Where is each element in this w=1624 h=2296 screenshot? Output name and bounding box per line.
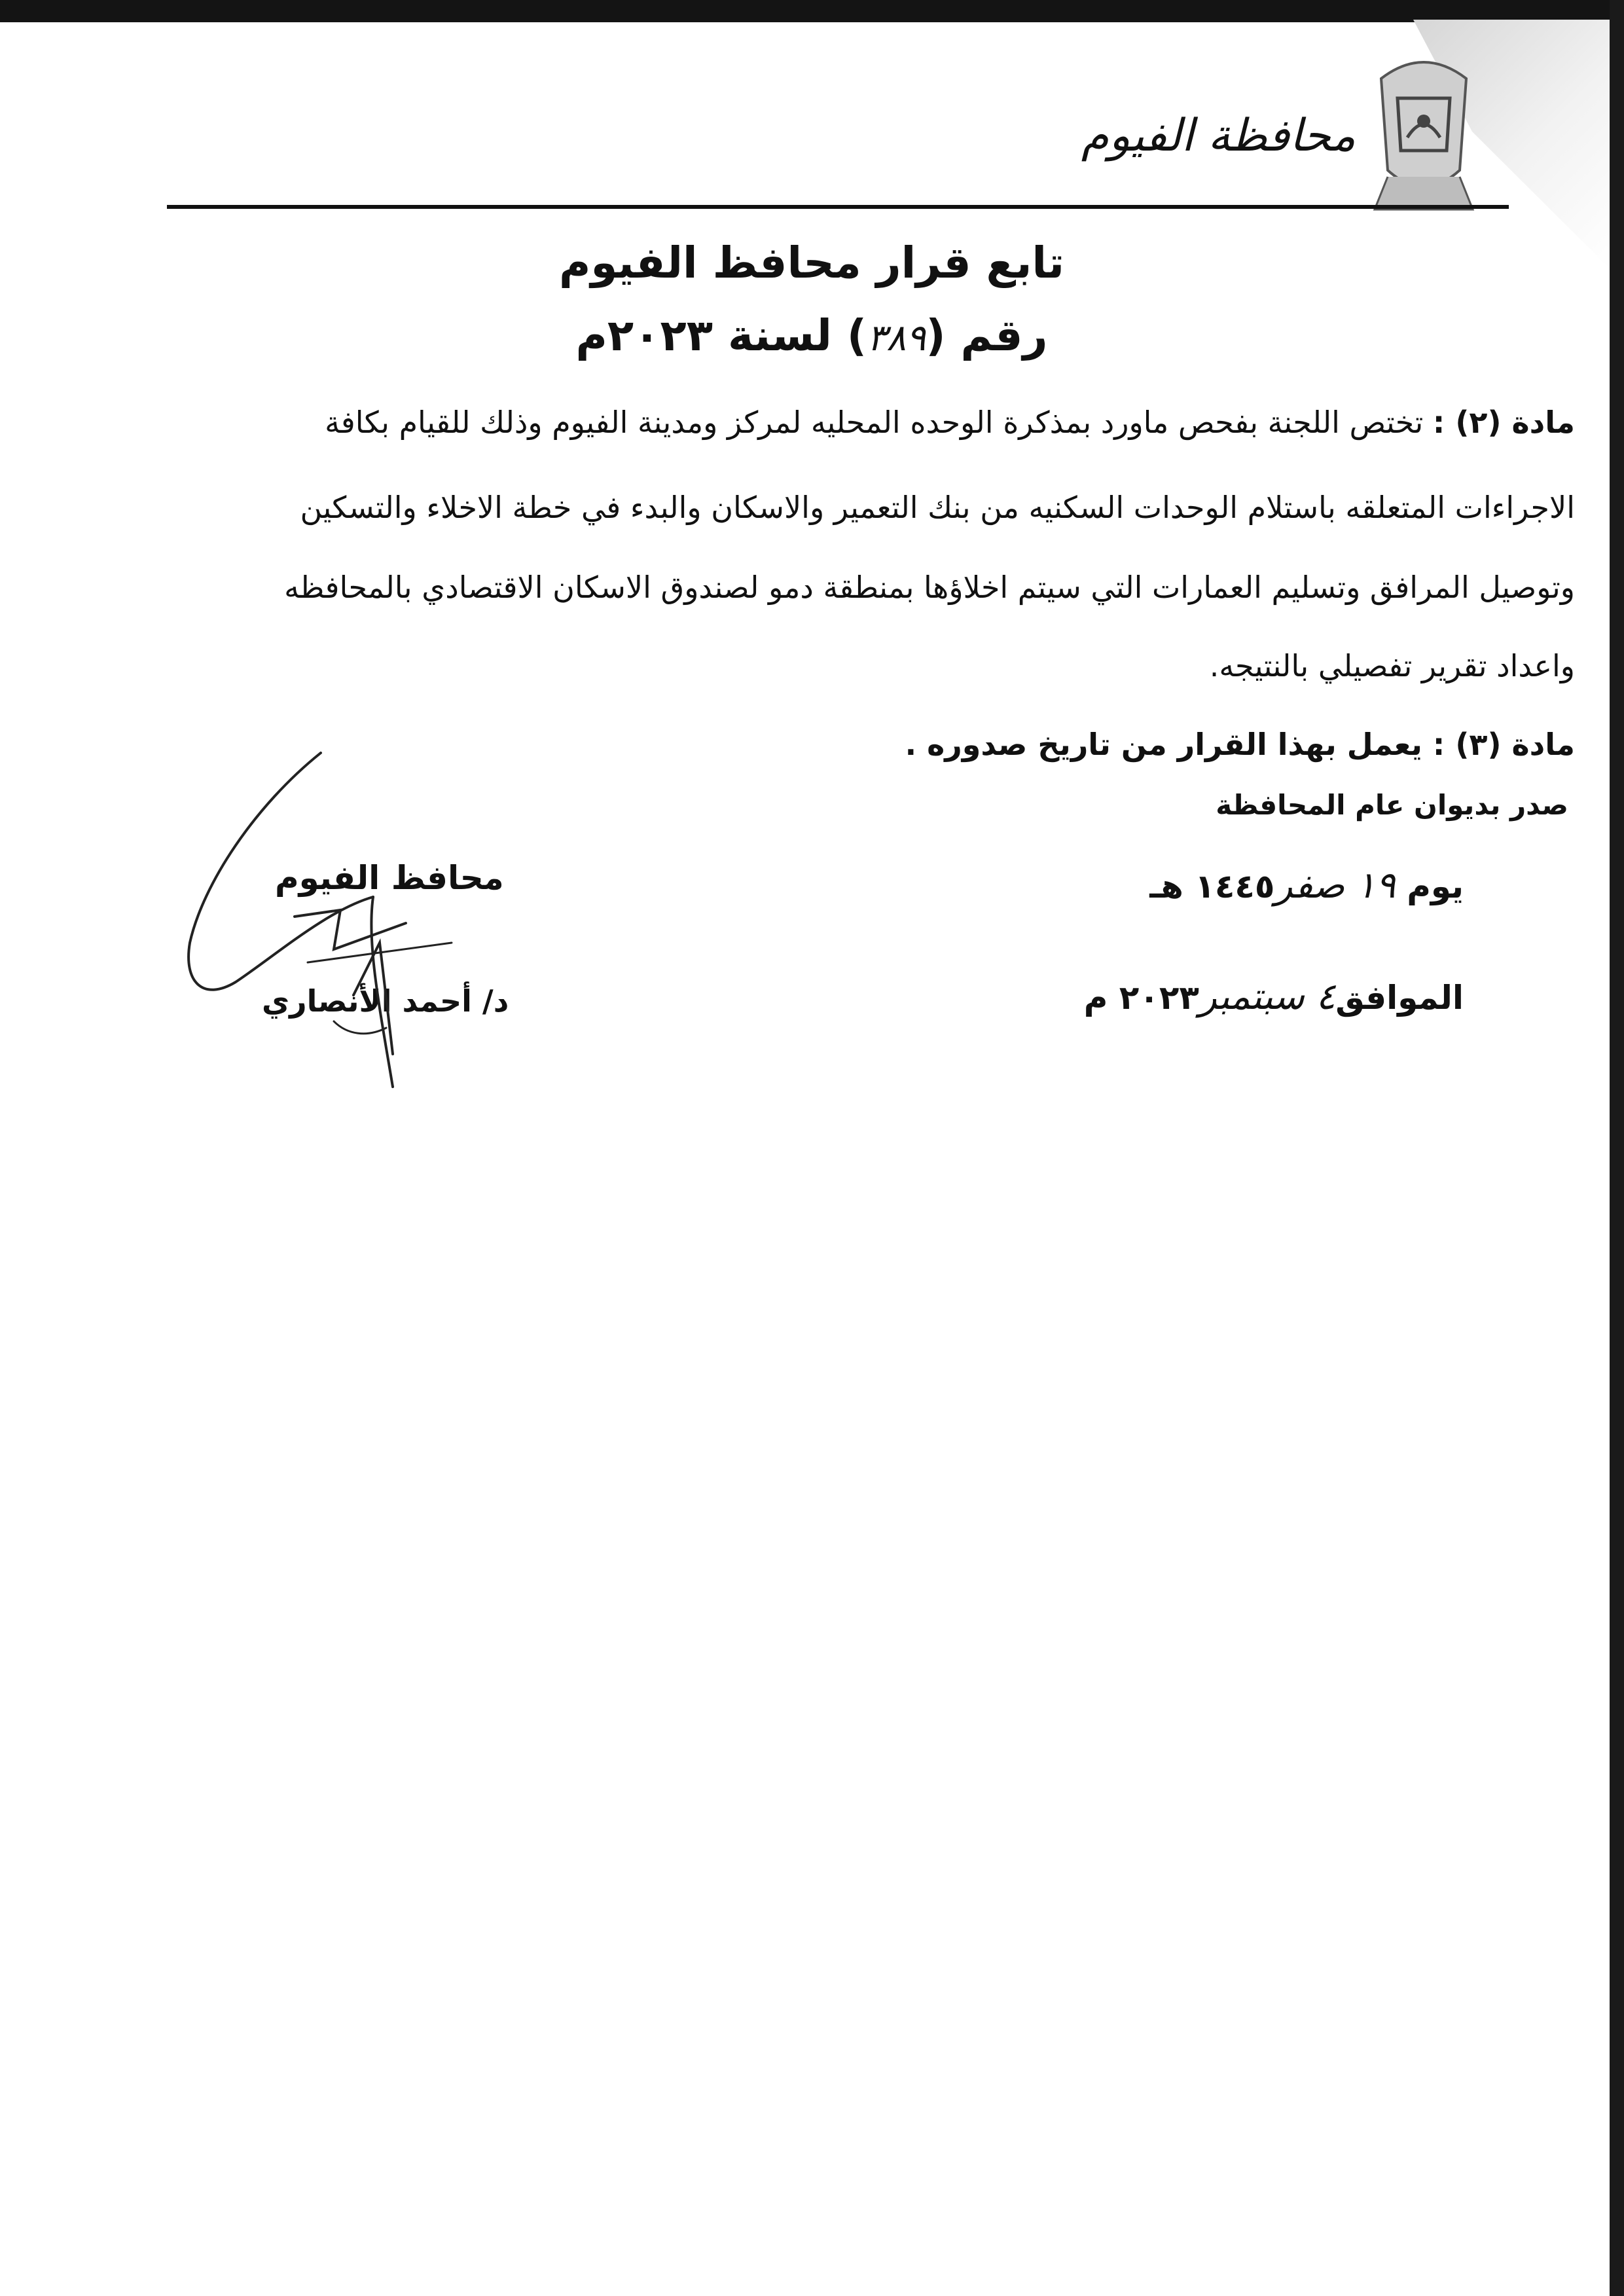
decree-year: ) لسنة ٢٠٢٣م	[575, 310, 867, 361]
issuance-place: صدر بديوان عام المحافظة	[1216, 789, 1568, 821]
article-2-line-2: الاجراءات المتعلقه باستلام الوحدات السكنيه من بنك التعمير والاسكان والبدء في خطة الاخلاء والتسكين	[300, 490, 1575, 525]
scan-border-top	[0, 0, 1624, 22]
article-2-text-1: تختص اللجنة بفحص ماورد بمذكرة الوحده المحليه لمركز ومدينة الفيوم وذلك للقيام بكافة	[325, 405, 1424, 440]
header-divider	[167, 205, 1509, 209]
article-3-text: يعمل بهذا القرار من تاريخ صدوره .	[905, 727, 1422, 762]
decree-number-line	[484, 310, 1139, 361]
signatory-name: د/ أحمد الأنصاري	[262, 983, 509, 1019]
signatory-title: محافظ الفيوم	[275, 859, 504, 897]
article-2-line-4: واعداد تقرير تفصيلي بالنتيجه.	[1209, 648, 1575, 683]
handwritten-signature-icon	[177, 746, 543, 1100]
governorate-header: محافظة الفيوم	[1081, 110, 1356, 162]
greg-month: سبتمبر	[1199, 975, 1305, 1018]
decree-number-prefix: رقم (	[926, 310, 1048, 361]
hijri-month: صفر	[1274, 864, 1345, 907]
decree-number-handwritten: ٣٨٩	[867, 317, 926, 359]
greg-day: ٤	[1316, 975, 1336, 1018]
hijri-prefix: يوم	[1407, 867, 1464, 905]
hijri-year: ١٤٤٥ هـ	[1149, 867, 1275, 905]
greg-prefix: الموافق	[1335, 979, 1464, 1017]
article-2-label: مادة (٢) :	[1432, 405, 1575, 440]
greg-year: ٢٠٢٣ م	[1083, 979, 1199, 1017]
scan-border-right	[1610, 0, 1624, 2296]
gregorian-date	[1084, 975, 1464, 1018]
governorate-logo-icon	[1362, 39, 1486, 223]
decree-title: تابع قرار محافظ الفيوم	[559, 238, 1064, 288]
hijri-day: ١٩	[1356, 864, 1396, 907]
article-3-label: مادة (٣) :	[1432, 727, 1575, 762]
hijri-date	[1149, 864, 1464, 907]
article-2-line-1	[109, 405, 1575, 440]
article-2-line-3: وتوصيل المرافق وتسليم العمارات التي سيتم اخلاؤها بمنطقة دمو لصندوق الاسكان الاقتصادي بالمحافظه	[284, 570, 1575, 605]
